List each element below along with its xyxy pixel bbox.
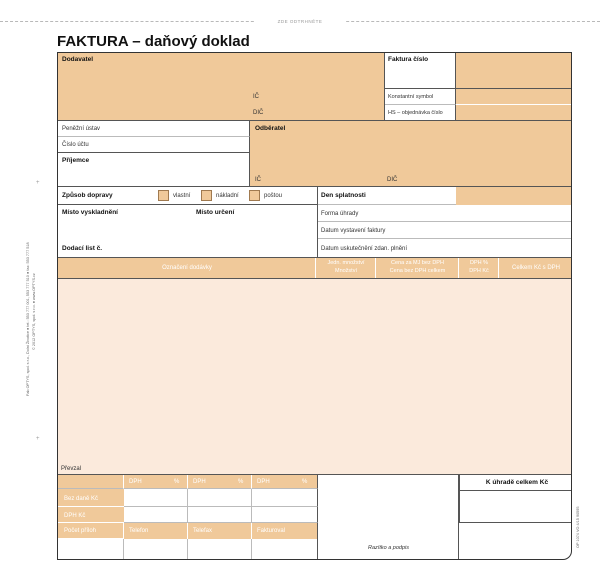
- invoice-number-label: Faktura číslo: [388, 56, 429, 63]
- phone-field[interactable]: [124, 539, 188, 560]
- header-vat-amount: DPH Kč: [469, 268, 489, 274]
- customer-dic-label: DIČ: [387, 177, 398, 183]
- bank-name-cell[interactable]: [58, 121, 250, 137]
- issue-date-label: Datum vystavení faktury: [321, 228, 386, 234]
- invoice-number-field[interactable]: [456, 53, 572, 89]
- side-copyright-text: © 2012 OPTYS, spol. s r.o. ● www.OPTYS.cz: [32, 273, 36, 350]
- items-table-body[interactable]: [58, 279, 572, 475]
- invoice-form: [57, 52, 572, 560]
- due-date-field[interactable]: [456, 187, 572, 205]
- total-due-label-cell: [459, 475, 572, 491]
- payment-method-cell[interactable]: [318, 205, 572, 222]
- vat-amount-3-field[interactable]: [252, 507, 318, 523]
- cut-label: ZDE ODTRHNĚTE: [255, 17, 345, 26]
- vat-rate-2-percent: %: [238, 479, 244, 485]
- order-number-label: HS – objednávka číslo: [388, 110, 443, 116]
- payee-cell[interactable]: [58, 153, 250, 187]
- vat-rate-3-cell: [252, 475, 318, 489]
- payee-label: Příjemce: [62, 157, 90, 164]
- vat-rate-1-label: DPH: [129, 479, 142, 485]
- vat-amount-label-cell: [58, 507, 124, 523]
- vat-amount-1-field[interactable]: [124, 507, 188, 523]
- taxable-date-label: Datum uskutečnění zdan. plnění: [321, 246, 408, 252]
- supplier-ic-label: IČ: [253, 94, 259, 100]
- taxable-date-cell[interactable]: [318, 239, 572, 257]
- page-title: FAKTURA – daňový doklad: [57, 33, 250, 50]
- fax-label-cell: [188, 523, 252, 539]
- header-description-cell: [58, 258, 316, 278]
- tax-base-2-field[interactable]: [188, 489, 252, 507]
- header-price-cell: [376, 258, 459, 278]
- transport-label: Způsob dopravy: [62, 192, 113, 199]
- attachments-label: Počet příloh: [64, 528, 97, 534]
- due-date-label-cell: [318, 187, 456, 205]
- shipping-places-cell[interactable]: [58, 205, 318, 257]
- warehouse-label: Místo vyskladnění: [62, 209, 118, 216]
- vat-rate-1-percent: %: [174, 479, 180, 485]
- vat-rate-3-label: DPH: [257, 479, 270, 485]
- constant-symbol-label: Konstantní symbol: [388, 94, 434, 100]
- received-by-label: Převzal: [61, 466, 82, 472]
- due-date-label: Den splatnosti: [321, 192, 366, 199]
- delivery-note-label: Dodací list č.: [62, 245, 103, 252]
- side-code-text: OP 1074 VO 4/15 90595: [576, 506, 580, 548]
- issued-by-field[interactable]: [252, 539, 318, 560]
- constant-symbol-cell: [385, 89, 456, 105]
- transport-own-label: vlastní: [173, 193, 191, 199]
- vat-amount-2-field[interactable]: [188, 507, 252, 523]
- issue-date-cell[interactable]: [318, 222, 572, 239]
- order-number-field[interactable]: [456, 105, 572, 121]
- tax-base-label-cell: [58, 489, 124, 507]
- tax-base-label: Bez daně Kč: [64, 496, 99, 502]
- attachments-label-cell: [58, 523, 124, 539]
- account-number-cell[interactable]: [58, 137, 250, 153]
- header-total: Celkem Kč s DPH: [511, 265, 560, 271]
- invoice-number-label-cell: [385, 53, 456, 89]
- vat-rate-2-label: DPH: [193, 479, 206, 485]
- header-quantity: Množství: [334, 268, 357, 274]
- stamp-signature-area[interactable]: [318, 475, 459, 560]
- margin-mark-icon: +: [36, 436, 40, 442]
- transport-own-checkbox[interactable]: [158, 190, 169, 201]
- total-due-label: K úhradě celkem Kč: [485, 479, 549, 486]
- bank-name-label: Peněžní ústav: [62, 126, 101, 132]
- customer-label: Odběratel: [255, 125, 286, 132]
- destination-label: Místo určení: [196, 209, 235, 216]
- issued-by-label-cell: [252, 523, 318, 539]
- account-number-label: Číslo účtu: [62, 142, 89, 148]
- total-due-field[interactable]: [459, 491, 572, 523]
- payment-method-label: Forma úhrady: [321, 211, 359, 217]
- vat-rate-2-cell: [188, 475, 252, 489]
- summary-corner-cell: [58, 475, 124, 489]
- transport-freight-label: nákladní: [216, 193, 239, 199]
- margin-mark-icon: +: [36, 180, 40, 186]
- header-total-cell: [499, 258, 572, 278]
- header-vat-percent: DPH %: [469, 260, 489, 266]
- order-number-cell: [385, 105, 456, 121]
- constant-symbol-field[interactable]: [456, 89, 572, 105]
- transport-post-checkbox[interactable]: [249, 190, 260, 201]
- transport-post-label: poštou: [264, 193, 283, 199]
- vat-amount-label: DPH Kč: [64, 513, 86, 519]
- items-table-header: [58, 257, 572, 279]
- header-vat-cell: [459, 258, 499, 278]
- phone-label-cell: [124, 523, 188, 539]
- transport-freight-checkbox[interactable]: [201, 190, 212, 201]
- tax-base-1-field[interactable]: [124, 489, 188, 507]
- header-unit-quantity: Jedn. množství: [327, 260, 365, 266]
- vat-rate-3-percent: %: [302, 479, 308, 485]
- header-description: Označení dodávky: [162, 265, 212, 271]
- transport-method-cell: [58, 187, 318, 205]
- customer-ic-label: IČ: [255, 177, 261, 183]
- side-imprint-text: Fab OPTYS, spol. s r.o., Dolní Životice ● tel.: 553 777 001, 553 777 510 ● fax: 553 777 518: [26, 242, 30, 396]
- fax-field[interactable]: [188, 539, 252, 560]
- phone-label: Telefon: [129, 528, 149, 534]
- supplier-dic-label: DIČ: [253, 110, 264, 116]
- header-price-total: Cena bez DPH celkem: [389, 268, 446, 274]
- issued-by-label: Fakturoval: [257, 528, 286, 534]
- tax-base-3-field[interactable]: [252, 489, 318, 507]
- header-quantity-cell: [316, 258, 376, 278]
- header-unit-price: Cena za MJ bez DPH: [391, 260, 444, 266]
- supplier-section[interactable]: [58, 53, 385, 121]
- fax-label: Telefax: [193, 528, 213, 534]
- stamp-signature-label: Razítko a podpis: [368, 545, 409, 551]
- vat-rate-1-cell: [124, 475, 188, 489]
- customer-section[interactable]: [250, 121, 572, 187]
- supplier-label: Dodavatel: [62, 56, 94, 63]
- attachments-field[interactable]: [58, 539, 124, 560]
